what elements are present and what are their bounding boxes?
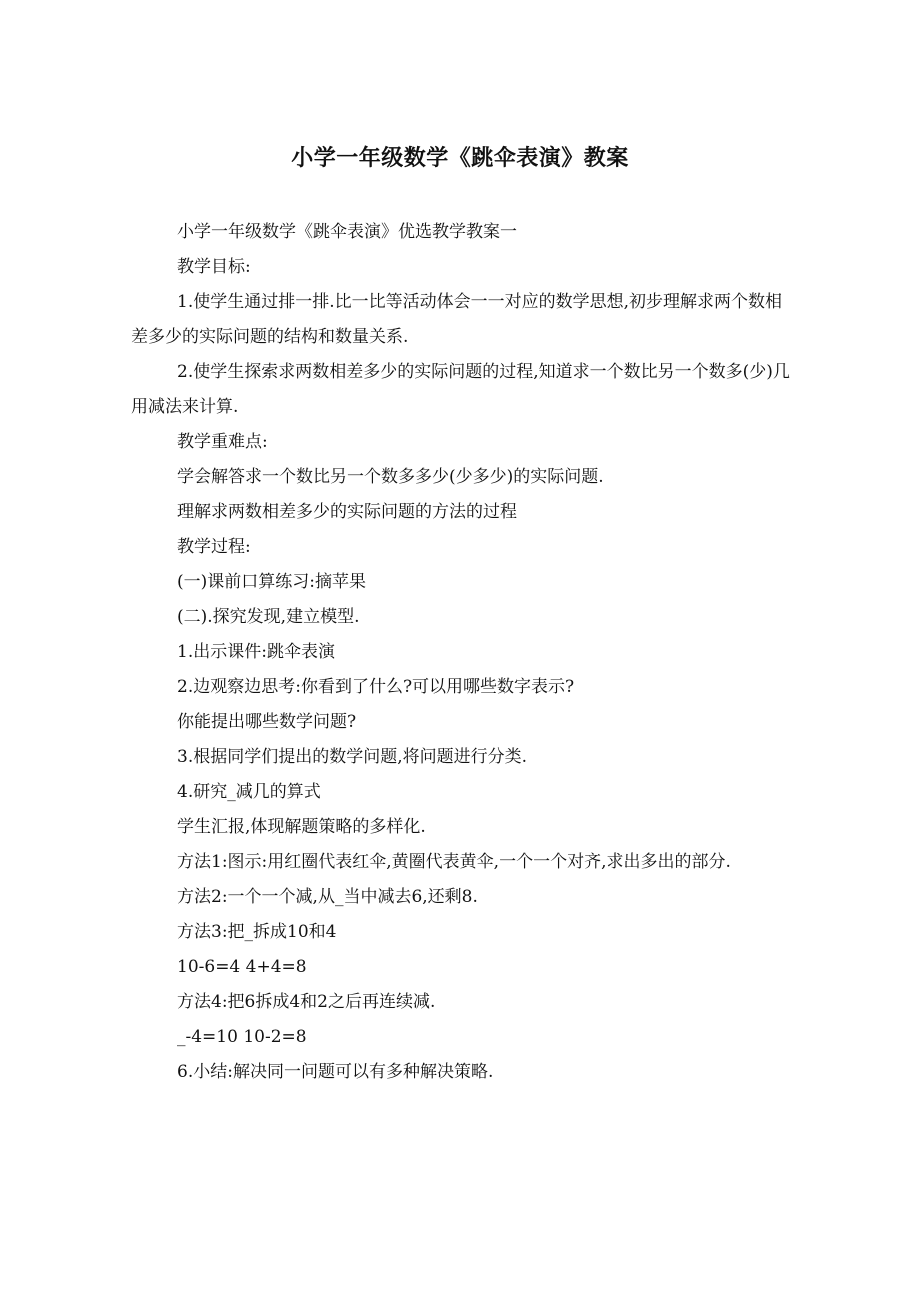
paragraph: 方法1:图示:用红圈代表红伞,黄圈代表黄伞,一个一个对齐,求出多出的部分. <box>177 852 731 872</box>
document-title: 小学一年级数学《跳伞表演》教案 <box>291 145 629 171</box>
paragraph: 方法2:一个一个减,从_当中减去6,还剩8. <box>177 887 478 907</box>
paragraph: _-4=10 10-2=8 <box>177 1027 307 1047</box>
paragraph: (一)课前口算练习:摘苹果 <box>177 572 366 592</box>
paragraph: 2.使学生探索求两数相差多少的实际问题的过程,知道求一个数比另一个数多(少)几用减法来计算. <box>131 362 790 417</box>
paragraph: 小学一年级数学《跳伞表演》优选教学教案一 <box>177 222 517 242</box>
paragraph: 6.小结:解决同一问题可以有多种解决策略. <box>177 1062 494 1082</box>
paragraph: 学生汇报,体现解题策略的多样化. <box>177 817 426 837</box>
paragraph: 方法4:把6拆成4和2之后再连续减. <box>177 992 436 1012</box>
paragraph: 方法3:把_拆成10和4 <box>177 922 337 942</box>
paragraph: 教学目标: <box>177 257 251 277</box>
paragraph: 2.边观察边思考:你看到了什么?可以用哪些数字表示? <box>177 677 575 697</box>
paragraph: 1.使学生通过排一排.比一比等活动体会一一对应的数学思想,初步理解求两个数相差多少的实际问题的结构和数量关系. <box>131 292 783 347</box>
paragraph: 教学过程: <box>177 537 251 557</box>
paragraph: 你能提出哪些数学问题? <box>177 712 357 732</box>
document-body <box>131 215 791 1090</box>
paragraph: 1.出示课件:跳伞表演 <box>177 642 335 662</box>
paragraph: 10-6=4 4+4=8 <box>177 957 307 977</box>
paragraph: 学会解答求一个数比另一个数多多少(少多少)的实际问题. <box>177 467 604 487</box>
paragraph: 4.研究_减几的算式 <box>177 782 321 802</box>
paragraph: 理解求两数相差多少的实际问题的方法的过程 <box>177 502 517 522</box>
paragraph: 教学重难点: <box>177 432 268 452</box>
paragraph: (二).探究发现,建立模型. <box>177 607 360 627</box>
paragraph: 3.根据同学们提出的数学问题,将问题进行分类. <box>177 747 528 767</box>
